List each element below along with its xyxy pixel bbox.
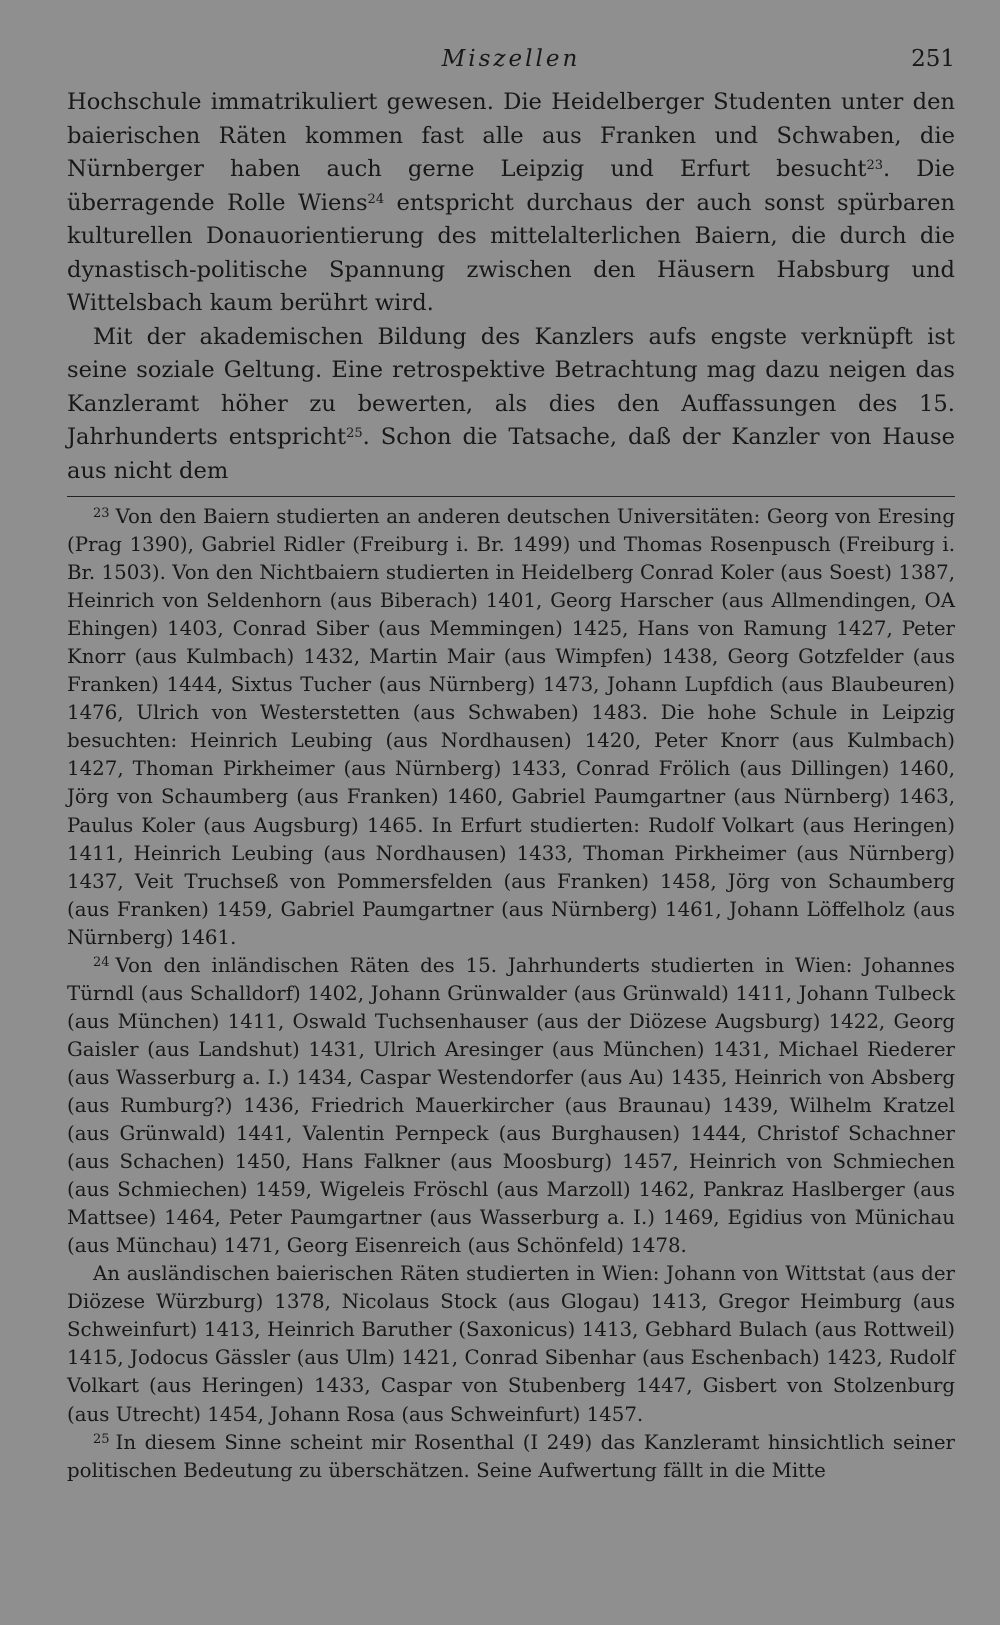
footnote (67, 503, 955, 952)
footnote-number: 25 (93, 1431, 110, 1447)
body-paragraph (67, 321, 955, 489)
body-text: . Die überragende Rolle Wiens (67, 156, 955, 216)
footnote (67, 1429, 955, 1485)
footnote-number: 24 (93, 954, 110, 970)
book-page (67, 40, 955, 1485)
body-text: entspricht durchaus der auch sonst spürbaren kulturellen Donauorientierung des mittelalterlichen Baiern, die durch die dynastisch-politische Spannung zwischen den Häusern Habsburg und Wittelsbach kaum berührt wird. (67, 189, 956, 316)
footnote-text: In diesem Sinne scheint mir Rosenthal (I 249) das Kanzleramt hinsichtlich seiner politischen Bedeutung zu überschätzen. Seine Aufwertung fällt in die Mitte (67, 1430, 955, 1482)
footnote-marker: 25 (346, 426, 363, 441)
footnote-marker: 24 (367, 191, 385, 207)
footnote-text: Von den Baiern studierten an anderen deutschen Universitäten: Georg von Eresing (Prag 1390), Gabriel Ridler (Freiburg i. Br. 1499) und Thomas Rosenpusch (Freiburg i. Br. 1503). Von den Nichtbaiern studierten in Heidelberg Conrad Koler (aus Soest) 1387, Heinrich von Seldenhorn (aus Biberach) 1401, Georg Harscher (aus Allmendingen, OA Ehingen) 1403, Conrad Siber (aus Memmingen) 1425, Hans von Ramung 1427, Peter Knorr (aus Kulmbach) 1432, Martin Mair (aus Wimpfen) 1438, Georg Gotzfelder (aus Franken) 1444, Sixtus Tucher (aus Nürnberg) 1473, Johann Lupfdich (aus Blaubeuren) 1476, Ulrich von Westerstetten (aus Schwaben) 1483. Die hohe Schule in Leipzig besuchten: Heinrich Leubing (aus Nordhausen) 1420, Peter Knorr (aus Kulmbach) 1427, Thoman Pirkheimer (aus Nürnberg) 1433, Conrad Frölich (aus Dillingen) 1460, Jörg von Schaumberg (aus Franken) 1460, Gabriel Paumgartner (aus Nürnberg) 1463, Paulus Koler (aus Augsburg) 1465. In Erfurt studierten: Rudolf Volkart (aus Heringen) 1411, Heinrich Leubing (aus Nordhausen) 1433, Thoman Pirkheimer (aus Nürnberg) 1437, Veit Truchseß von Pommersfelden (aus Franken) 1458, Jörg von Schaumberg (aus Franken) 1459, Gabriel Paumgartner (aus Nürnberg) 1461, Johann Löffelholz (aus Nürnberg) 1461. (67, 505, 955, 949)
body-text: Hochschule immatrikuliert gewesen. Die Heidelberger Studenten unter den baierischen Räten kommen fast alle aus Franken und Schwaben, die Nürnberger haben auch gerne Leipzig und Erfurt besucht (67, 89, 955, 182)
footnote-text: Von den inländischen Räten des 15. Jahrhunderts studierten in Wien: Johannes Türndl (aus Schalldorf) 1402, Johann Grünwalder (aus Grünwald) 1411, Johann Tulbeck (aus München) 1411, Oswald Tuchsenhauser (aus der Diözese Augsburg) 1422, Georg Gaisler (aus Landshut) 1431, Ulrich Aresinger (aus München) 1431, Michael Riederer (aus Wasserburg a. I.) 1434, Caspar Westendorfer (aus Au) 1435, Heinrich von Absberg (aus Rumburg?) 1436, Friedrich Mauerkircher (aus Braunau) 1439, Wilhelm Kratzel (aus Grünwald) 1441, Valentin Pernpeck (aus Burghausen) 1444, Christof Schachner (aus Schachen) 1450, Hans Falkner (aus Moosburg) 1457, Heinrich von Schmiechen (aus Schmiechen) 1459, Wigeleis Fröschl (aus Marzoll) 1462, Pankraz Haslberger (aus Mattsee) 1464, Peter Paumgartner (aus Wasserburg a. I.) 1469, Egidius von Münichau (aus Münchau) 1471, Georg Eisenreich (aus Schönfeld) 1478. (67, 953, 955, 1258)
footnote-separator (67, 496, 955, 497)
body-text: . Schon die Tatsache, daß der Kanzler von Hause aus nicht dem (67, 424, 955, 484)
body-paragraph (67, 86, 955, 321)
footnote-number: 23 (93, 506, 110, 521)
footnote-marker: 23 (866, 158, 883, 173)
page-header (67, 40, 955, 76)
main-text (67, 86, 955, 488)
footnote-text: An ausländischen baierischen Räten studierten in Wien: Johann von Wittstat (aus der Diözese Würzburg) 1378, Nicolaus Stock (aus Glogau) 1413, Gregor Heimburg (aus Schweinfurt) 1413, Heinrich Baruther (Saxonicus) 1413, Gebhard Bulach (aus Rottweil) 1415, Jodocus Gässler (aus Ulm) 1421, Conrad Sibenhar (aus Eschenbach) 1423, Rudolf Volkart (aus Heringen) 1433, Caspar von Stubenberg 1447, Gisbert von Stolzenburg (aus Utrecht) 1454, Johann Rosa (aus Schweinfurt) 1457. (67, 1262, 955, 1426)
footnotes (67, 503, 955, 1485)
footnote (67, 1260, 955, 1428)
running-title: Miszellen (441, 46, 581, 72)
body-text: Mit der akademischen Bildung des Kanzlers aufs engste verknüpft ist seine soziale Geltung. Eine retrospektive Betrachtung mag dazu neigen das Kanzleramt höher zu bewerten, als dies den Auffassungen des 15. Jahrhunderts entspricht (67, 323, 955, 450)
footnote (67, 952, 955, 1261)
page-number: 251 (911, 46, 955, 72)
